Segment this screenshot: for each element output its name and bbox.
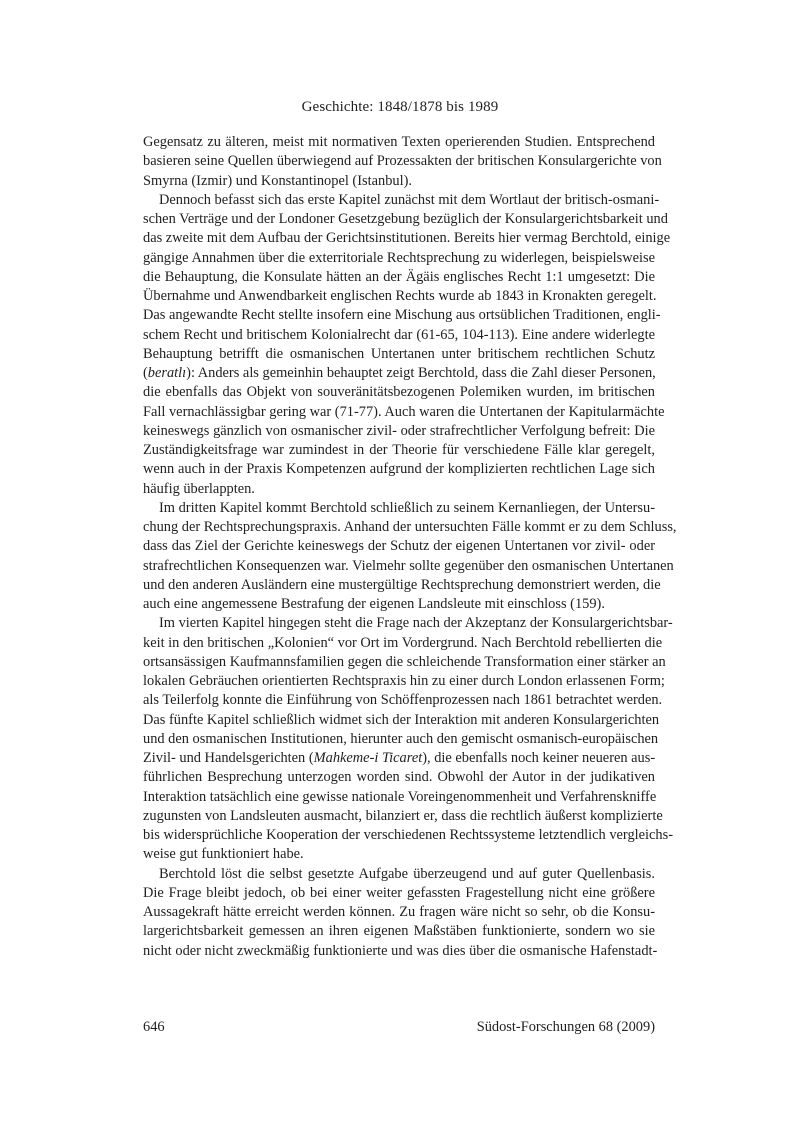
text-line: Zivil- und Handelsgerichten (Mahkeme-i Ticaret), die ebenfalls noch keiner neueren aus- (143, 750, 656, 766)
text-line: und den anderen Ausländern eine mustergültige Rechtsprechung demonstriert werden, die (143, 576, 661, 593)
text-line: auch eine angemessene Bestrafung der eigenen Landsleute mit einschloss (159). (143, 596, 605, 612)
text-line: Interaktion tatsächlich eine gewisse nationale Voreingenommenheit und Verfahrenskniffe (143, 788, 657, 805)
text-line: die ebenfalls das Objekt von souveränitätsbezogenen Polemiken wurden, im britischen (143, 384, 655, 401)
text-line: und den osmanischen Institutionen, hierunter auch den gemischt osmanisch-europäischen (143, 730, 659, 747)
text-line: das zweite mit dem Aufbau der Gerichtsinstitutionen. Bereits hier vermag Berchtold, einige (143, 230, 671, 247)
body-text (143, 133, 677, 961)
text-line: Dennoch befasst sich das erste Kapitel zunächst mit dem Wortlaut der britisch-osmani- (159, 191, 660, 208)
page-number: 646 (143, 1019, 165, 1035)
text-line: Aussagekraft hätte erreicht werden können. Zu fragen wäre nicht so sehr, ob die Konsu- (143, 904, 655, 920)
text-line: Das angewandte Recht stellte insofern eine Mischung aus ortsüblichen Traditionen, engli- (143, 307, 661, 324)
text-line: Fall vernachlässigbar gering war (71-77). Auch waren die Untertanen der Kapitularmächte (143, 403, 665, 420)
journal-reference: Südost-Forschungen 68 (2009) (476, 1019, 655, 1035)
text-line: Behauptung betrifft die osmanischen Untertanen unter britischem rechtlichen Schutz (143, 345, 655, 362)
text-line: zugunsten von Landsleuten ausmacht, bilanziert er, dass die rechtlich äußerst komplizierte (143, 807, 663, 824)
text-line: keit in den britischen „Kolonien“ vor Ort im Vordergrund. Nach Berchtold rebellierten die (143, 634, 663, 651)
text-line: Berchtold löst die selbst gesetzte Aufgabe überzeugend und auf guter Quellenbasis. (159, 865, 655, 882)
text-line: lokalen Gebräuchen orientierten Rechtspraxis hin zu einer durch London erlassenen Form; (143, 673, 665, 689)
text-line: gängige Annahmen über die exterritoriale Rechtsprechung zu widerlegen, beispielsweise (143, 249, 655, 266)
text-line: Die Frage bleibt jedoch, ob bei einer weiter gefassten Fragestellung nicht eine größere (143, 884, 655, 901)
text-line: schen Verträge und der Londoner Gesetzgebung bezüglich der Konsulargerichtsbarkeit und (143, 211, 668, 227)
text-line: Gegensatz zu älteren, meist mit normativen Texten operierenden Studien. Entsprechend (143, 134, 655, 150)
text-line: Im vierten Kapitel hingegen steht die Frage nach der Akzeptanz der Konsulargerichtsbar- (159, 615, 673, 632)
text-line: als Teilerfolg konnte die Einführung von Schöffenprozessen nach 1861 betrachtet werden. (143, 692, 663, 709)
text-line: dass das Ziel der Gerichte keineswegs der Schutz der eigenen Untertanen vor zivil- oder (143, 538, 655, 555)
text-line: häufig überlappten. (143, 480, 255, 497)
paragraph (143, 865, 658, 961)
text-line: Das fünfte Kapitel schließlich widmet sich der Interaktion mit anderen Konsulargerichten (143, 711, 660, 728)
text-line: largerichtsbarkeit gemessen an ihren eigenen Maßstäben funktionierte, sondern wo sie (143, 923, 655, 940)
paragraph (143, 191, 671, 499)
italic-term: beratlı (147, 365, 187, 381)
text-line: bis widersprüchliche Kooperation der verschiedenen Rechtssysteme letztendlich vergleichs- (143, 827, 674, 843)
text-line: strafrechtlichen Konsequenzen war. Vielmehr sollte gegenüber den osmanischen Untertanen (143, 557, 674, 574)
text-line: wenn auch in der Praxis Kompetenzen aufgrund der komplizierten rechtlichen Lage sich (143, 461, 655, 478)
text-line: keineswegs gänzlich von osmanischer zivil- oder strafrechtlicher Verfolgung befreit: Die (143, 422, 655, 439)
paragraph (143, 133, 662, 191)
running-head: Geschichte: 1848/1878 bis 1989 (301, 99, 499, 115)
text-line: chung der Rechtsprechungspraxis. Anhand der untersuchten Fälle kommt er zu dem Schluss, (143, 519, 677, 535)
text-line: basieren seine Quellen überwiegend auf Prozessakten der britischen Konsulargerichte von (143, 153, 662, 170)
text-line: Im dritten Kapitel kommt Berchtold schließlich zu seinem Kernanliegen, der Untersu- (159, 499, 655, 516)
text-line: Zuständigkeitsfrage war zumindest in der Theorie für verschiedene Fälle klar geregelt, (143, 442, 655, 458)
text-line: Übernahme und Anwendbarkeit englischen Rechts wurde ab 1843 in Kronakten geregelt. (143, 288, 657, 304)
text-line: nicht oder nicht zweckmäßig funktionierte und was dies über die osmanische Hafenstadt- (143, 942, 658, 959)
text-line: (beratlı): Anders als gemeinhin behauptet zeigt Berchtold, dass die Zahl dieser Personen, (143, 365, 656, 381)
text-line: schem Recht und britischem Kolonialrecht dar (61-65, 104-113). Eine andere widerlegte (143, 326, 655, 343)
text-line: führlichen Besprechung unterzogen worden sind. Obwohl der Autor in der judikativen (143, 769, 655, 786)
paragraph (143, 499, 677, 615)
text-line: Smyrna (Izmir) und Konstantinopel (Istanbul). (143, 172, 412, 189)
paragraph (143, 614, 674, 864)
italic-term: Mahkeme-i Ticaret (313, 750, 423, 766)
text-line: ortsansässigen Kaufmannsfamilien gegen die schleichende Transformation einer stärker an (143, 653, 666, 670)
text-line: die Behauptung, die Konsulate hätten an der Ägäis englisches Recht 1:1 umgesetzt: Die (143, 268, 655, 285)
text-line: weise gut funktioniert habe. (143, 846, 304, 863)
